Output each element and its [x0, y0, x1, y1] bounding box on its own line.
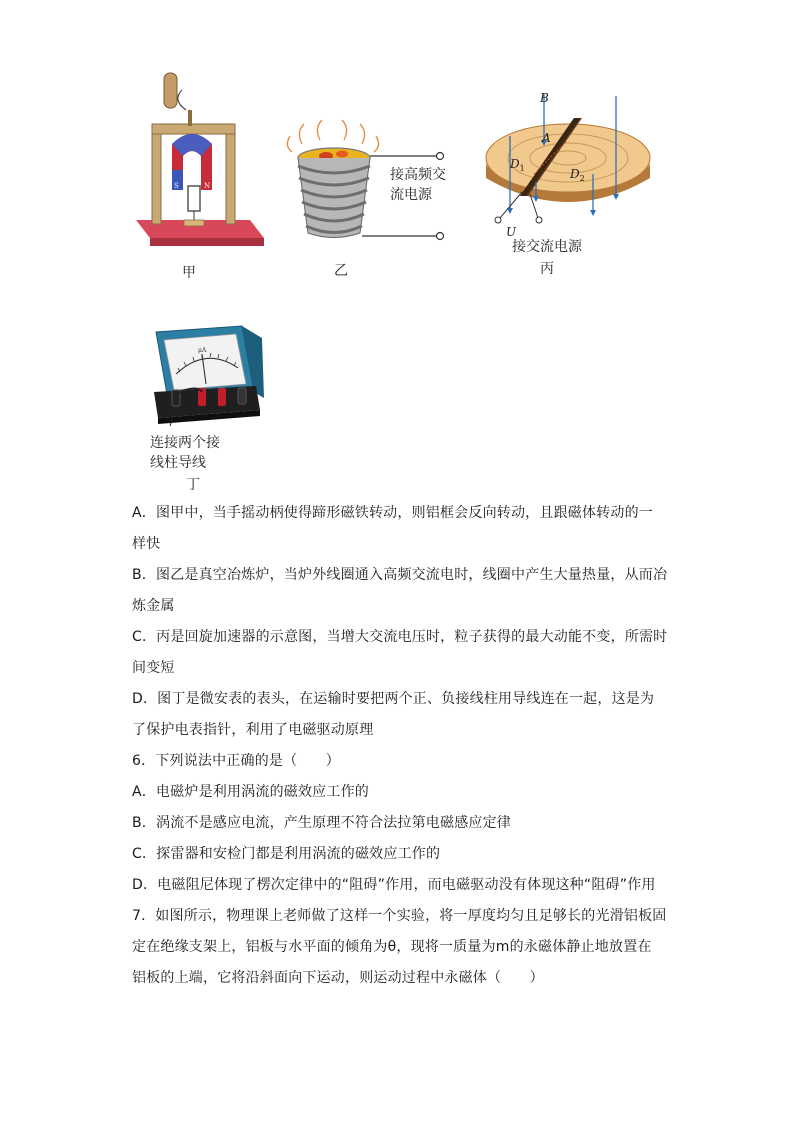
question-text: [132, 498, 672, 994]
figure-bing: [478, 86, 658, 282]
q7-line1: 7．如图所示，物理课上老师做了这样一个实验，将一厚度均匀且足够长的光滑铝板固: [132, 908, 667, 924]
q5-option-d-line1: D．图丁是微安表的表头，在运输时要把两个正、负接线柱用导线连在一起，这是为: [132, 691, 655, 707]
ding-wire-label-line2: 线柱导线: [150, 455, 206, 471]
q6-option-c: C．探雷器和安检门都是利用涡流的磁效应工作的: [132, 846, 441, 862]
q5-option-d-line2: 了保护电表指针，利用了电磁驱动原理: [132, 722, 374, 738]
q6-stem: 6．下列说法中正确的是（ ）: [132, 753, 340, 769]
bing-label-a: A: [542, 131, 551, 145]
figure-yi: [282, 118, 462, 278]
microammeter-head: [146, 322, 266, 426]
q7-line2: 定在绝缘支架上，铝板与水平面的倾角为θ，现将一质量为m的永磁体静止地放置在: [132, 939, 652, 955]
q6-option-b: B．涡流不是感应电流，产生原理不符合法拉第电磁感应定律: [132, 815, 512, 831]
q5-option-c-line2: 间变短: [132, 660, 175, 676]
ding-wire-label-line1: 连接两个接: [150, 435, 220, 451]
q7-line3: 铝板的上端，它将沿斜面向下运动，则运动过程中永磁体（ ）: [132, 970, 544, 986]
cyclotron-diagram: [478, 86, 658, 236]
yi-source-label-line1: 接高频交: [390, 167, 446, 183]
pole-n-label: N: [204, 182, 211, 190]
hand-crank-magnet-apparatus: [132, 70, 268, 255]
q5-option-c-line1: C．丙是回旋加速器的示意图，当增大交流电压时，粒子获得的最大动能不变，所需时: [132, 629, 668, 645]
bing-label-b: B: [540, 91, 549, 105]
figure-bing-caption: 丙: [540, 261, 554, 277]
bing-label-d2-sub: 2: [579, 174, 585, 183]
bing-source-label: 接交流电源: [512, 239, 582, 255]
pole-s-label: S: [174, 182, 179, 190]
bing-label-d2: D: [570, 167, 580, 181]
bing-label-d1: D: [510, 157, 520, 171]
figure-ding-caption: 丁: [186, 477, 200, 493]
q5-option-b-line2: 炼金属: [132, 598, 175, 614]
figure-jia: [132, 70, 268, 281]
bing-label-d1-sub: 1: [519, 164, 525, 173]
figure-jia-caption: 甲: [182, 265, 196, 281]
q5-option-a-line1: A．图甲中，当手摇动柄使得蹄形磁铁转动，则铝框会反向转动，且跟磁体转动的一: [132, 505, 653, 521]
q6-option-a: A．电磁炉是利用涡流的磁效应工作的: [132, 784, 369, 800]
meter-symbol: μA: [198, 347, 207, 354]
q6-option-d: D．电磁阻尼体现了楞次定律中的“阻碍”作用，而电磁驱动没有体现这种“阻碍”作用: [132, 877, 656, 893]
bing-label-u: U: [506, 225, 517, 236]
yi-source-label-line2: 流电源: [390, 187, 432, 203]
figure-ding: [146, 322, 286, 498]
figure-yi-caption: 乙: [334, 263, 348, 279]
q5-option-a-line2: 样快: [132, 536, 161, 552]
q5-option-b-line1: B．图乙是真空冶炼炉，当炉外线圈通入高频交流电时，线圈中产生大量热量，从而冶: [132, 567, 668, 583]
